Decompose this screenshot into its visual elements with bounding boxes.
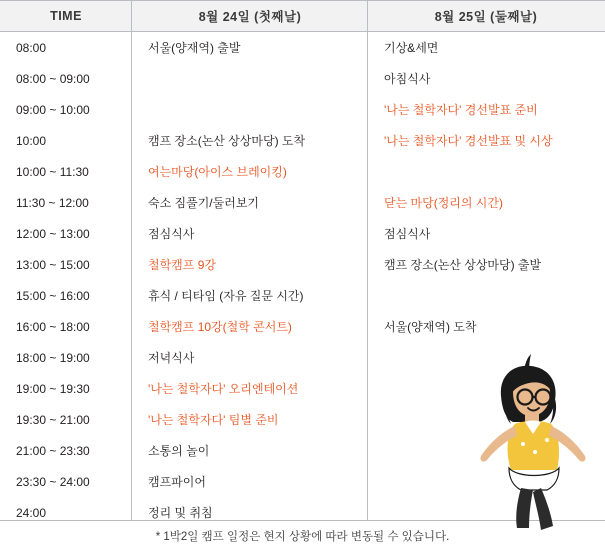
column-header-day2: 8월 25일 (둘째날): [434, 10, 538, 24]
cell-day2: 서울(양재역) 도착: [384, 320, 477, 334]
cell-day2: 아침식사: [384, 72, 431, 86]
column-header-time: TIME: [50, 9, 82, 23]
cell-day1: 서울(양재역) 출발: [148, 41, 241, 55]
cell-time: 12:00 ~ 13:00: [16, 226, 90, 241]
cell-time: 08:00: [16, 40, 47, 55]
cell-day2: 기상&세면: [384, 41, 439, 55]
cell-time: 10:00 ~ 11:30: [16, 164, 89, 179]
table-bottom-border: [0, 520, 605, 521]
cell-day1: 철학캠프 9강: [148, 258, 216, 272]
cell-day2: '나는 철학자다' 경선발표 및 시상: [384, 134, 553, 148]
cell-day1: 캠프 장소(논산 상상마당) 도착: [148, 134, 306, 148]
table-row: [0, 342, 605, 373]
cell-day2: '나는 철학자다' 경선발표 준비: [384, 103, 538, 117]
table-row: [0, 249, 605, 280]
footnote: * 1박2일 캠프 일정은 현지 상황에 따라 변동될 수 있습니다.: [155, 531, 450, 543]
column-header-day1: 8월 24일 (첫째날): [198, 10, 302, 24]
cell-time: 10:00: [16, 133, 47, 148]
cell-day1: 휴식 / 티타임 (자유 질문 시간): [148, 289, 304, 303]
cell-time: 21:00 ~ 23:30: [16, 443, 90, 458]
cell-day1: '나는 철학자다' 오리엔테이션: [148, 382, 299, 396]
cell-time: 15:00 ~ 16:00: [16, 288, 90, 303]
cell-day2: 점심식사: [384, 227, 431, 241]
cell-time: 19:00 ~ 19:30: [16, 381, 90, 396]
cell-time: 19:30 ~ 21:00: [16, 412, 90, 427]
cell-day1: 숙소 짐풀기/둘러보기: [148, 196, 259, 210]
table-row: [0, 497, 605, 528]
cell-time: 18:00 ~ 19:00: [16, 350, 90, 365]
table-row: [0, 218, 605, 249]
table-row: [0, 63, 605, 94]
cell-time: 24:00: [16, 505, 47, 520]
table-row: [0, 404, 605, 435]
schedule-rows: [0, 32, 605, 522]
table-row: [0, 156, 605, 187]
table-row: [0, 311, 605, 342]
cell-time: 11:30 ~ 12:00: [16, 195, 89, 210]
table-row: [0, 125, 605, 156]
table-row: [0, 187, 605, 218]
table-row: [0, 94, 605, 125]
cell-time: 13:00 ~ 15:00: [16, 257, 90, 272]
cell-time: 23:30 ~ 24:00: [16, 474, 90, 489]
cell-day1: 저녁식사: [148, 351, 195, 365]
cell-time: 16:00 ~ 18:00: [16, 319, 90, 334]
table-row: [0, 373, 605, 404]
table-row: [0, 280, 605, 311]
cell-day1: 캠프파이어: [148, 475, 206, 489]
cell-day1: 소통의 놀이: [148, 444, 210, 458]
cell-day1: 점심식사: [148, 227, 195, 241]
cell-day1: 정리 및 취침: [148, 506, 213, 520]
cell-day1: '나는 철학자다' 팀별 준비: [148, 413, 279, 427]
table-row: [0, 32, 605, 63]
table-header-row: [0, 0, 605, 32]
cell-time: 09:00 ~ 10:00: [16, 102, 90, 117]
table-row: [0, 466, 605, 497]
cell-day1: 여는마당(아이스 브레이킹): [148, 165, 287, 179]
cell-day1: 철학캠프 10강(철학 콘서트): [148, 320, 292, 334]
cell-time: 08:00 ~ 09:00: [16, 71, 90, 86]
cell-day2: 캠프 장소(논산 상상마당) 출발: [384, 258, 542, 272]
table-row: [0, 435, 605, 466]
cell-day2: 닫는 마당(정리의 시간): [384, 196, 503, 210]
